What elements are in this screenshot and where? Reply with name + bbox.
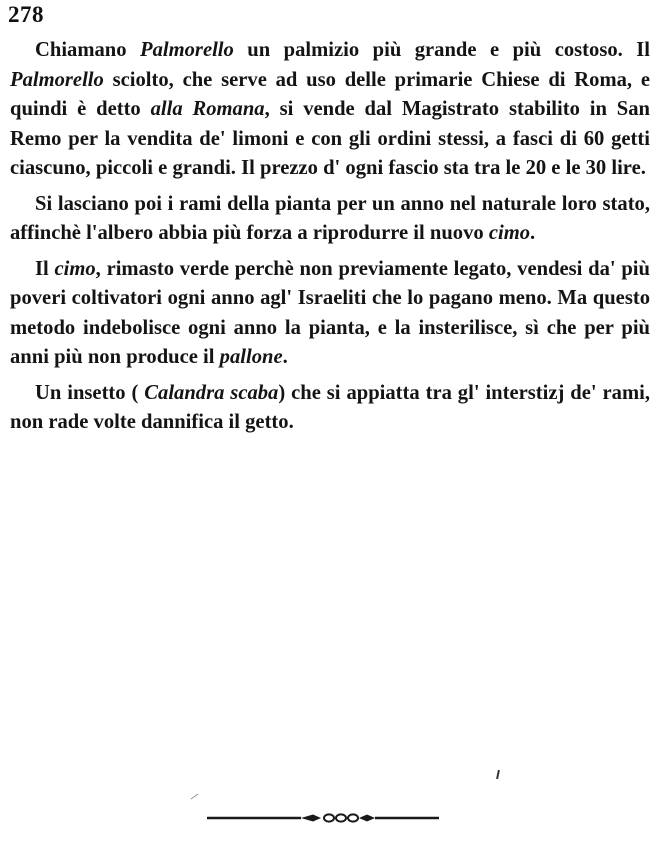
italic-term: cimo [488, 222, 531, 244]
segment: , si vende dal Magistrato stabilito in San Remo per la vendita de' limoni e con gli ordini stessi, a fasci di 60 getti ciascuno, piccoli e grandi. Il prezzo d' ogni fascio sta tra le 20 e le 30 lire. [10, 98, 650, 179]
paragraph-2 [10, 190, 650, 249]
italic-term: Calandra scaba [144, 381, 279, 404]
italic-term: Palmorello [10, 68, 104, 91]
paragraph-4 [10, 379, 650, 438]
segment: Il [35, 257, 55, 280]
paragraph-3 [10, 255, 650, 373]
segment: . [530, 222, 536, 244]
print-speck [191, 794, 199, 800]
segment: sciolto, che serve ad uso delle primarie Chiese di Roma, e quindi è detto [10, 68, 650, 120]
segment: Chiamano [35, 39, 141, 61]
segment: Un insetto ( [35, 381, 145, 404]
page-number: 278 [8, 2, 44, 27]
print-speck [496, 770, 500, 779]
segment: un palmizio più grande e più costoso. Il [233, 39, 650, 61]
tailpiece-ornament-icon [205, 812, 441, 824]
segment: Si lasciano poi i rami della pianta per un anno nel naturale loro stato, affinchè l'albero abbia più forza a riprodurre il nuovo [10, 192, 650, 244]
segment: , rimasto verde perchè non previamente legato, vendesi da' più poveri coltivatori ogni anno agl' Israeliti che lo pagano meno. Ma questo metodo indebolisce ogni anno la pianta, e la insterilisce, sì che per più anni più non produce il [10, 257, 650, 368]
segment: ) che si appiatta tra gl' interstizj de' rami, non rade volte dannifica il getto. [10, 381, 650, 433]
italic-term: cimo [54, 257, 96, 280]
paragraph-1 [10, 36, 650, 184]
body-text [10, 36, 650, 444]
segment: . [282, 346, 288, 368]
italic-term: pallone [219, 346, 283, 368]
italic-term: Palmorello [140, 39, 234, 61]
italic-term: alla Romana [150, 98, 265, 120]
